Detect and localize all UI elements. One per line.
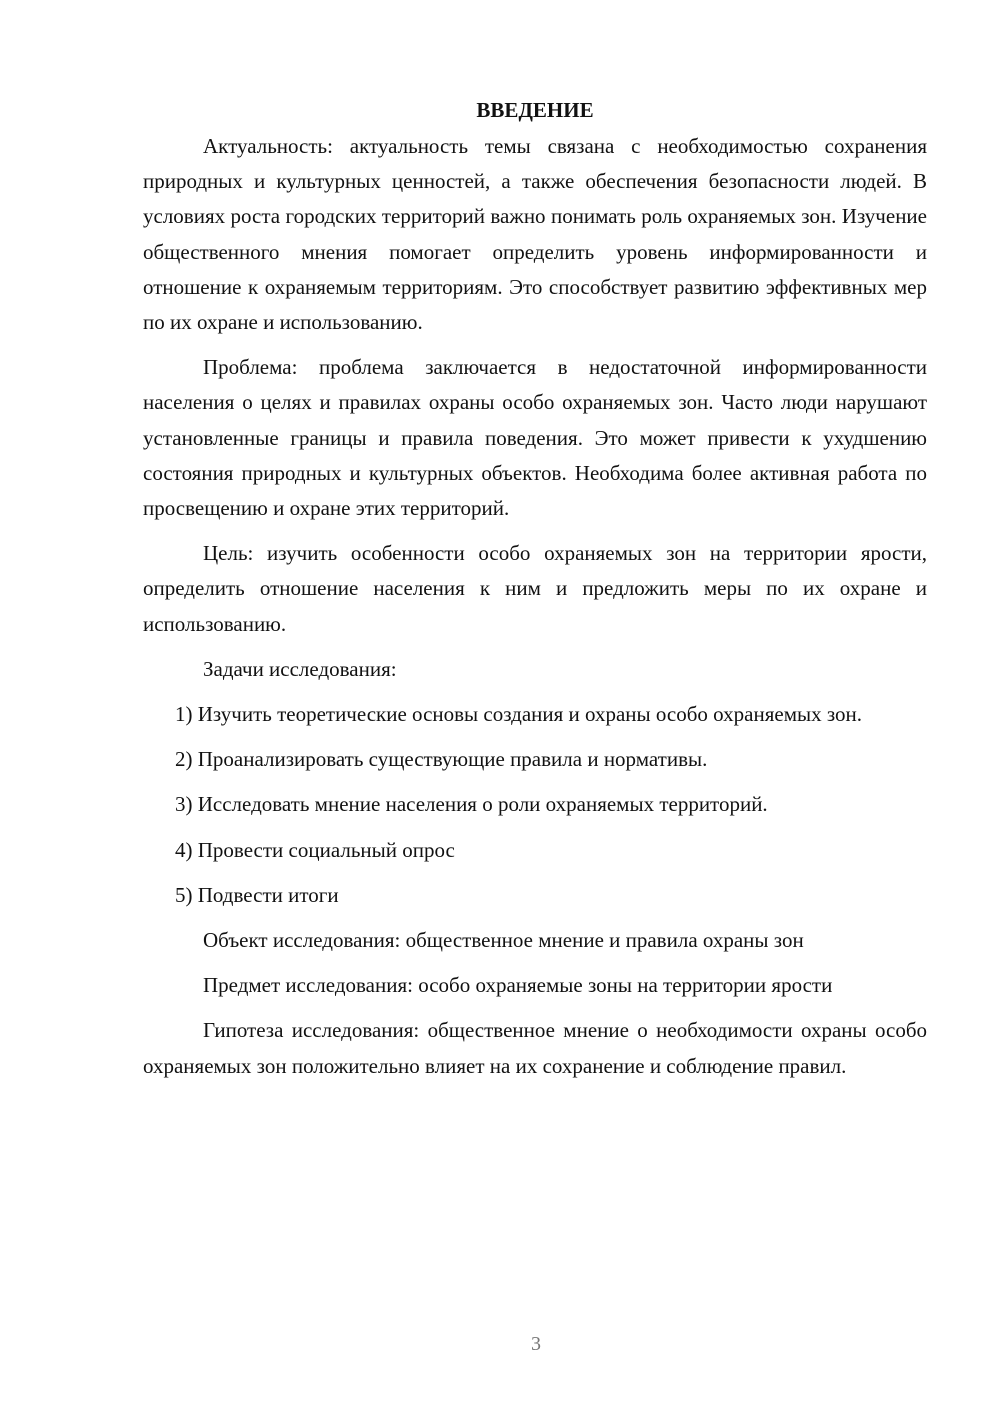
section-title: ВВЕДЕНИЕ (476, 98, 594, 122)
document-page (143, 93, 927, 1094)
page-number: 3 (531, 1333, 541, 1355)
paragraph-goal: Цель: изучить особенности особо охраняемых зон на территории ярости, определить отношение населения к ним и предложить меры по их охране и использованию. (143, 541, 927, 636)
task-item-1: 1) Изучить теоретические основы создания и охраны особо охраняемых зон. (175, 702, 863, 727)
paragraph-problem: Проблема: проблема заключается в недостаточной информированности населения о целях и правилах охраны особо охраняемых зон. Часто люди нарушают установленные границы и правила поведения. Это может привести к ухудшению состояния природных и культурных объектов. Необходима более активная работа по просвещению и охране этих территорий. (143, 355, 927, 521)
task-item-3: 3) Исследовать мнение населения о роли охраняемых территорий. (175, 792, 768, 817)
paragraph-object: Объект исследования: общественное мнение и правила охраны зон (203, 928, 804, 953)
task-item-2: 2) Проанализировать существующие правила и нормативы. (175, 747, 708, 772)
task-item-5: 5) Подвести итоги (175, 882, 339, 907)
paragraph-tasks-heading: Задачи исследования: (203, 656, 397, 681)
task-item-4: 4) Провести социальный опрос (175, 837, 455, 862)
paragraph-hypothesis: Гипотеза исследования: общественное мнение о необходимости охраны особо охраняемых зон положительно влияет на их сохранение и соблюдение правил. (143, 1018, 927, 1078)
paragraph-relevance: Актуальность: актуальность темы связана с необходимостью сохранения природных и культурных ценностей, а также обеспечения безопасности людей. В условиях роста городских территорий важно понимать роль охраняемых зон. Изучение общественного мнения помогает определить уровень информированности и отношение к охраняемым территориям. Это способствует развитию эффективных мер по их охране и использованию. (143, 134, 927, 335)
paragraph-subject: Предмет исследования: особо охраняемые зоны на территории ярости (203, 973, 833, 998)
